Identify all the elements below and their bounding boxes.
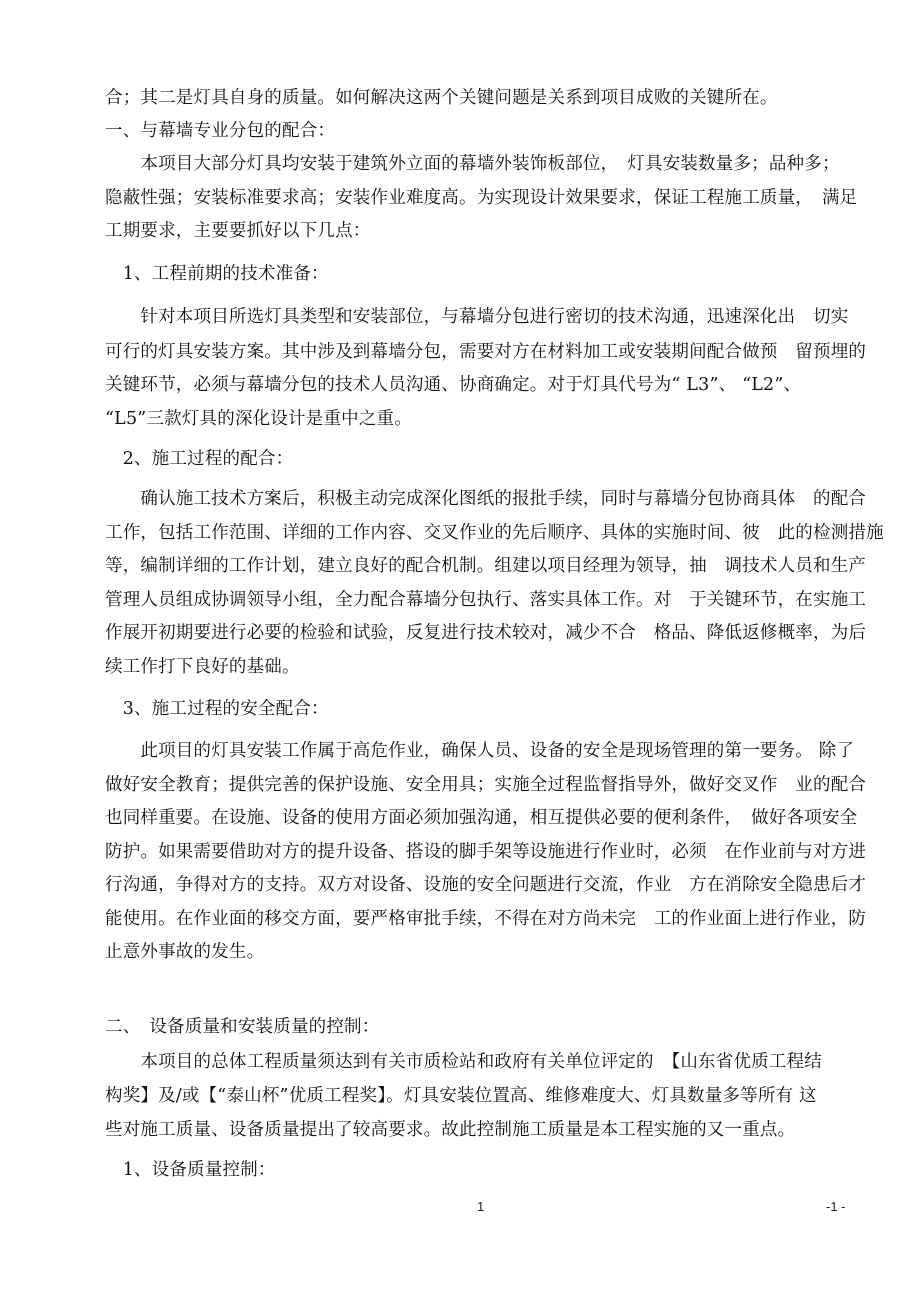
- section-heading: 一、与幕墙专业分包的配合：: [105, 121, 336, 141]
- section-heading: 二、 设备质量和安装质量的控制：: [105, 1017, 380, 1037]
- text-line: “L5”三款灯具的深化设计是重中之重。: [105, 409, 412, 429]
- text-line: 可行的灯具安装方案。其中涉及到幕墙分包，需要对方在材料加工或安装期间配合做预 留预埋的: [105, 342, 867, 362]
- text-line: 此项目的灯具安装工作属于高危作业，确保人员、设备的安全是现场管理的第一要务。 除了: [105, 741, 855, 761]
- text-line: 止意外事故的发生。: [105, 942, 265, 962]
- text-line: 针对本项目所选灯具类型和安装部位，与幕墙分包进行密切的技术沟通，迅速深化出 切实: [105, 307, 849, 327]
- text-line: 做好安全教育；提供完善的保护设施、安全用具；实施全过程监督指导外，做好交叉作 业的配合: [105, 775, 867, 795]
- text-line: 行沟通，争得对方的支持。双方对设备、设施的安全问题进行交流，作业 方在消除安全隐患后才: [105, 875, 867, 895]
- text-line: 作展开初期要进行必要的检验和试验，反复进行技术较对，减少不合 格品、降低返修概率，为后: [105, 623, 867, 643]
- text-line: 防护。如果需要借助对方的提升设备、搭设的脚手架等设施进行作业时，必须 在作业前与对方进: [105, 842, 867, 862]
- text-line: 些对施工质量、设备质量提出了较高要求。故此控制施工质量是本工程实施的又一重点。: [105, 1120, 796, 1140]
- text-line: 合；其二是灯具自身的质量。如何解决这两个关键问题是关系到项目成败的关键所在。: [105, 88, 778, 108]
- subsection-heading: 3、施工过程的安全配合：: [105, 699, 329, 719]
- text-line: 隐蔽性强；安装标准要求高；安装作业难度高。为实现设计效果要求，保证工程施工质量， 满足: [105, 188, 858, 208]
- text-line: 本项目的总体工程质量须达到有关市质检站和政府有关单位评定的 【山东省优质工程结: [105, 1052, 822, 1072]
- subsection-heading: 1、工程前期的技术准备：: [105, 264, 329, 284]
- text-line: 本项目大部分灯具均安装于建筑外立面的幕墙外装饰板部位， 灯具安装数量多；品种多；: [105, 154, 840, 174]
- text-line: 构奖】及/或【“泰山杯”优质工程奖】。灯具安装位置高、维修难度大、灯具数量多等所有 这: [105, 1086, 817, 1106]
- text-line: 关键环节，必须与幕墙分包的技术人员沟通、协商确定。对于灯具代号为“ L3”、 “L2”、: [105, 375, 802, 395]
- text-line: 工期要求，主要要抓好以下几点：: [105, 221, 371, 241]
- text-line: 能使用。在作业面的移交方面，要严格审批手续，不得在对方尚未完 工的作业面上进行作业，防: [105, 909, 867, 929]
- text-line: 确认施工技术方案后，积极主动完成深化图纸的报批手续，同时与幕墙分包协商具体 的配合: [105, 489, 867, 509]
- subsection-heading: 2、施工过程的配合：: [105, 449, 294, 469]
- text-line: 也同样重要。在设施、设备的使用方面必须加强沟通，相互提供必要的便利条件， 做好各项安全: [105, 808, 858, 828]
- subsection-heading: 1、设备质量控制：: [105, 1160, 276, 1180]
- text-line: 工作，包括工作范围、详细的工作内容、交叉作业的先后顺序、具体的实施时间、彼 此的检测措施: [105, 523, 884, 543]
- text-line: 管理人员组成协调领导小组，全力配合幕墙分包执行、落实具体工作。对 于关键环节，在实施工: [105, 590, 867, 610]
- text-line: 续工作打下良好的基础。: [105, 657, 300, 677]
- page-marker: -1 -: [826, 1199, 846, 1214]
- page-number: 1: [477, 1199, 485, 1214]
- text-line: 等，编制详细的工作计划，建立良好的配合机制。组建以项目经理为领导，抽 调技术人员和生产: [105, 556, 867, 576]
